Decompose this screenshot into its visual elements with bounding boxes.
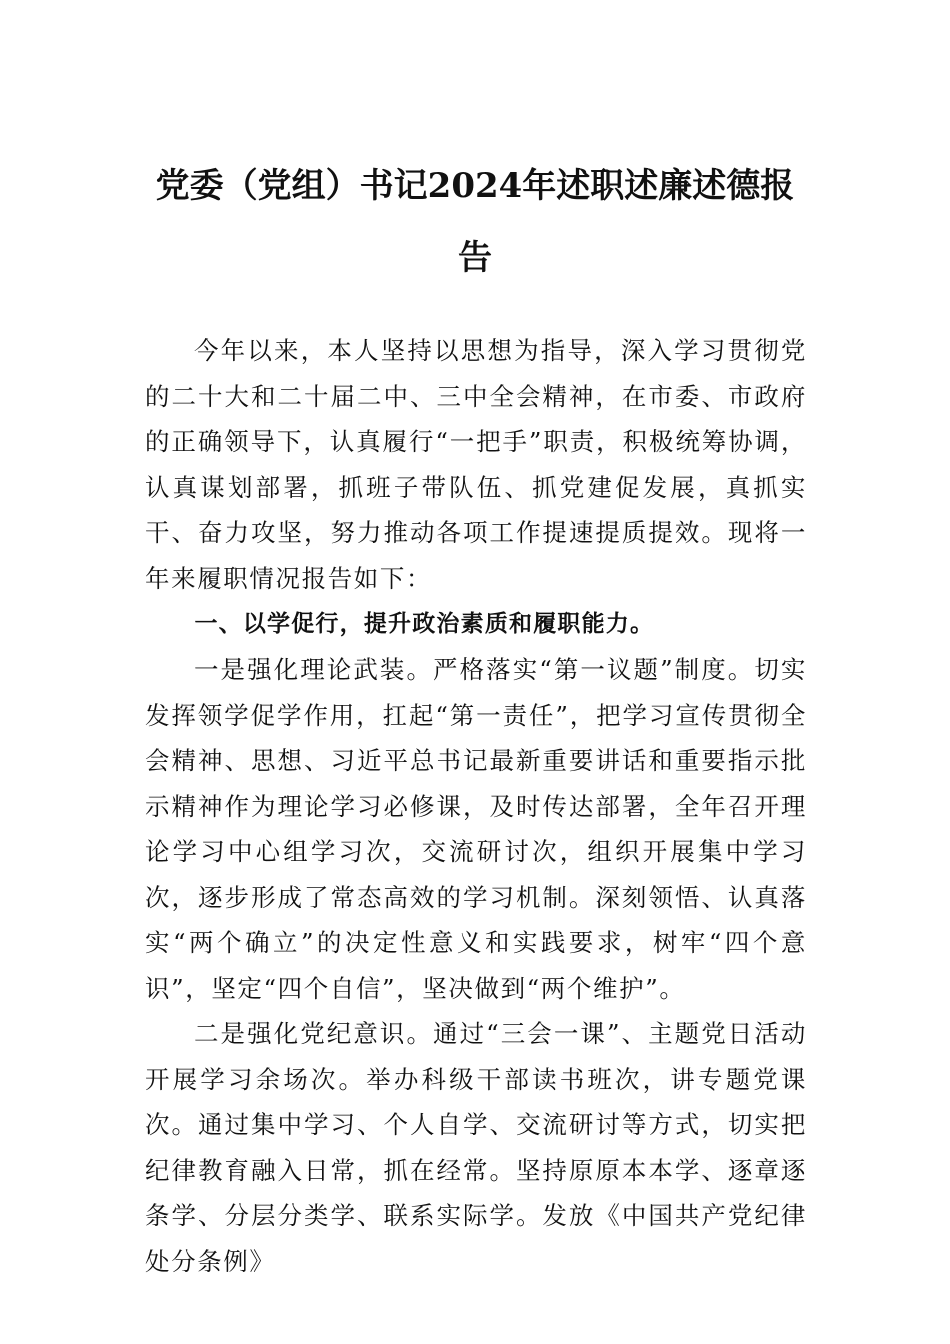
document-body (145, 328, 807, 1284)
section-heading-1: 一、以学促行，提升政治素质和履职能力。 (194, 611, 655, 637)
item-lead-1: 一是强化理论武装。 (194, 655, 434, 684)
item-paragraph-2 (145, 1011, 807, 1284)
item-lead-2: 二是强化党纪意识。 (194, 1019, 434, 1048)
item-text-2: 通过“三会一课”、主题党日活动开展学习余场次。举办科级干部读书班次，讲专题党课次。通过集中学习、个人自学、交流研讨等方式，切实把纪律教育融入日常，抓在经常。坚持原原本本学、逐章逐条学、分层分类学、联系实际学。发放《中国共产党纪律处分条例》 (145, 1019, 807, 1276)
document-title: 党委（党组）书记2024年述职述廉述德报告 (155, 166, 795, 278)
item-paragraph-1 (145, 647, 807, 1011)
item-text-1: 严格落实“第一议题”制度。切实发挥领学促学作用，扛起“第一责任”，把学习宣传贯彻全会精神、思想、习近平总书记最新重要讲话和重要指示批示精神作为理论学习必修课，及时传达部署，全年召开理论学习中心组学习次，交流研讨次，组织开展集中学习次，逐步形成了常态高效的学习机制。深刻领悟、认真落实“两个确立”的决定性意义和实践要求，树牢“四个意识”，坚定“四个自信”，坚决做到“两个维护”。 (145, 655, 807, 1003)
intro-paragraph: 今年以来，本人坚持以思想为指导，深入学习贯彻党的二十大和二十届二中、三中全会精神，在市委、市政府的正确领导下，认真履行“一把手”职责，积极统筹协调，认真谋划部署，抓班子带队伍、抓党建促发展，真抓实干、奋力攻坚，努力推动各项工作提速提质提效。现将一年来履职情况报告如下： (145, 336, 807, 593)
